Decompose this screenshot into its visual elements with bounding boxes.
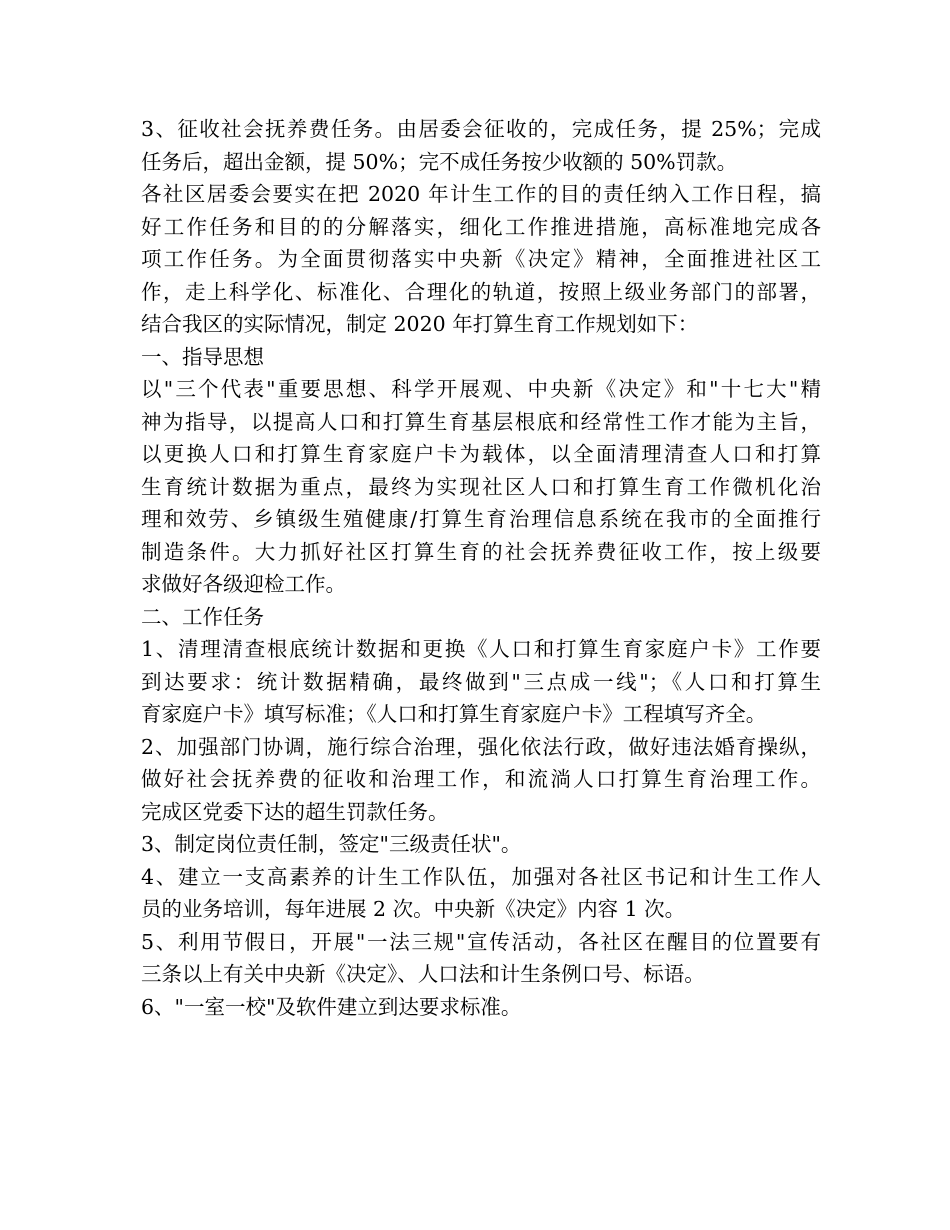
text-line: 结合我区的实际情况，制定 2020 年打算生育工作规划如下：: [141, 312, 699, 336]
text-line: 神为指导，以提高人口和打算生育基层根底和经常性工作才能为主旨，: [141, 409, 821, 434]
text-line: 员的业务培训，每年进展 2 次。中央新《决定》内容 1 次。: [141, 897, 686, 921]
text-line: 理和效劳、乡镇级生殖健康/打算生育治理信息系统在我市的全面推行: [141, 507, 821, 531]
text-line: 1、清理清查根底统计数据和更换《人口和打算生育家庭户卡》工作要: [141, 637, 821, 661]
text-line: 制造条件。大力抓好社区打算生育的社会抚养费征收工作，按上级要: [141, 539, 821, 564]
text-line: 任务后，超出金额，提 50%；完不成任务按少收额的 50%罚款。: [141, 149, 738, 174]
text-line: 一、指导思想: [141, 344, 264, 369]
text-line: 生育统计数据为重点，最终为实现社区人口和打算生育工作微机化治: [141, 474, 821, 499]
text-line: 2、加强部门协调，施行综合治理，强化依法行政，做好违法婚育操纵，: [141, 734, 821, 759]
text-line: 好工作任务和目的的分解落实，细化工作推进措施，高标准地完成各: [141, 214, 821, 239]
text-line: 4、建立一支高素养的计生工作队伍，加强对各社区书记和计生工作人: [141, 864, 821, 889]
document-page: [141, 113, 821, 1023]
text-line: 完成区党委下达的超生罚款任务。: [141, 799, 449, 824]
text-line: 二、工作任务: [141, 604, 264, 629]
text-line: 以更换人口和打算生育家庭户卡为载体，以全面清理清查人口和打算: [141, 442, 821, 466]
text-line: 各社区居委会要实在把 2020 年计生工作的目的责任纳入工作日程，搞: [141, 182, 821, 206]
text-line: 6、"一室一校"及软件建立到达要求标准。: [141, 994, 522, 1019]
text-line: 项工作任务。为全面贯彻落实中央新《决定》精神，全面推进社区工: [141, 247, 821, 271]
text-line: 到达要求：统计数据精确，最终做到"三点成一线"；《人口和打算生: [141, 669, 821, 694]
text-line: 求做好各级迎检工作。: [141, 572, 346, 596]
text-line: 5、利用节假日，开展"一法三规"宣传活动，各社区在醒目的位置要有: [141, 929, 821, 954]
text-line: 做好社会抚养费的征收和治理工作，和流淌人口打算生育治理工作。: [141, 767, 821, 791]
text-line: 3、制定岗位责任制，签定"三级责任状"。: [141, 832, 522, 856]
text-line: 三条以上有关中央新《决定》、人口法和计生条例口号、标语。: [141, 962, 705, 986]
text-line: 3、征收社会抚养费任务。由居委会征收的，完成任务，提 25%；完成: [141, 117, 821, 141]
text-line: 作，走上科学化、标准化、合理化的轨道，按照上级业务部门的部署，: [141, 279, 821, 304]
text-line: 以"三个代表"重要思想、科学开展观、中央新《决定》和"十七大"精: [141, 377, 821, 401]
text-line: 育家庭户卡》填写标准；《人口和打算生育家庭户卡》工程填写齐全。: [141, 702, 767, 726]
